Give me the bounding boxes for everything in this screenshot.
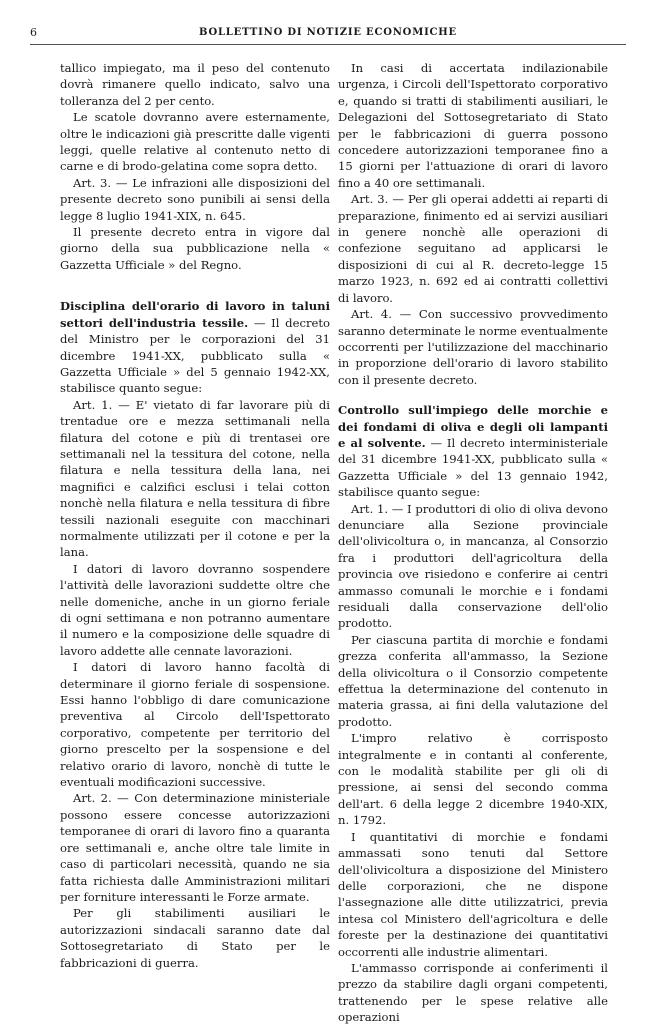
page-header [30,26,626,45]
section-spacer [60,273,330,298]
section-title: Controllo sull'impiego delle morchie e dei fondami di oliva e degli oli lampanti e al solvente. [338,403,608,450]
section-intro: — Il decreto del Ministro per le corporazioni del 31 dicembre 1941-XX, pubblicato sulla « Gazzetta Ufficiale » del 5 gennaio 1942-XX, stabilisce quanto segue: [60,315,330,396]
paragraph: Art. 1. — I produttori di olio di oliva devono denunciare alla Sezione provinciale dell'olivicoltura o, in mancanza, al Consorzio fra i produttori dell'agricoltura della provincia ove risiedono e conferire ai centri ammasso comunali le morchie e i fondami residuali dalla conservazione dell'olio prodotto. [338,501,608,631]
paragraph: Art. 2. — Con determinazione ministeriale possono essere concesse autorizzazioni temporanee di orari di lavoro fino a quaranta ore settimanali e, anche oltre tale limite in caso di particolari necessità, quando ne sia fatta richiesta dalle Amministrazioni militari per forniture interessanti le Forze armate. [60,791,330,904]
paragraph: Art. 3. — Le infrazioni alle disposizioni del presente decreto sono punibili ai sensi della legge 8 luglio 1941-XIX, n. 645. [60,175,330,223]
section-morchie [338,402,608,500]
paragraph: In casi di accertata indilazionabile urgenza, i Circoli dell'Ispettorato corporativo e, quando si tratti di stabilimenti ausiliari, le Delegazioni del Sottosegretariato di Stato per le fabbricazioni di guerra possono concedere autorizzazioni temporanee fino a 15 giorni per l'attuazione di orari di lavoro fino a 40 ore settimanali. [338,61,608,190]
paragraph: I quantitativi di morchie e fondami ammassati sono tenuti dal Settore dell'olivicoltura a disposizione del Ministero delle corporazioni, che ne dispone l'assegnazione alle ditte utilizzatrici, previa intesa col Ministero dell'agricoltura e delle foreste per la destinazione dei quantitativi occorrenti alle industrie alimentari. [338,829,608,959]
paragraph: Per ciascuna partita di morchie e fondami grezza conferita all'ammasso, la Sezione della olivicoltura o il Consorzio competente effettua la determinazione del contenuto in materia grassa, ai fini della valutazione del prodotto. [338,632,608,729]
section-intro: — Il decreto interministeriale del 31 dicembre 1941-XX, pubblicato sulla « Gazzetta Ufficiale » del 13 gennaio 1942, stabilisce quanto segue: [338,435,608,500]
paragraph: Le scatole dovranno avere esternamente, oltre le indicazioni già prescritte dalle vigenti leggi, quelle relative al contenuto netto di carne e di brodo-gelatina come sopra detto. [60,110,330,174]
paragraph: I datori di lavoro hanno facoltà di determinare il giorno feriale di sospensione. Essi hanno l'obbligo di dare comunicazione preventiva al Circolo dell'Ispettorato corporativo, competente per territorio del giorno prescelto per la sospensione e del relativo orario di lavoro, nonchè di tutte le eventuali modificazioni successive. [60,660,330,790]
paragraph: Il presente decreto entra in vigore dal giorno della sua pubblicazione nella « Gazzetta Ufficiale » del Regno. [60,225,330,272]
paragraph: L'impro relativo è corrisposto integralmente e in contanti al conferente, con le modalità stabilite per gli oli di pressione, ai sensi del secondo comma dell'art. 6 della legge 2 dicembre 1940-XIX, n. 1792. [338,731,608,828]
section-textile [60,298,330,396]
running-title: BOLLETTINO DI NOTIZIE ECONOMICHE [199,27,457,38]
section-title: Disciplina dell'orario di lavoro in taluni settori dell'industria tessile. [60,299,330,330]
paragraph: Art. 4. — Con successivo provvedimento saranno determinate le norme eventualmente occorrenti per l'utilizzazione del macchinario in proporzione dell'orario di lavoro stabilito con il presente decreto. [338,307,608,387]
page-number: 6 [30,26,37,39]
paragraph: Art. 1. — E' vietato di far lavorare più di trentadue ore e mezza settimanali nella filatura del cotone e più di trentasei ore settimanali nel la tessitura del cotone, nella filatura e nella tessitura della lana, nei magnifici e calzifici esclusi i telai cotton nonchè nella filatura e nella tessitura di fibre tessili nazionali eseguite con macchinari normalmente utilizzati per il cotone e per la lana. [60,397,330,560]
paragraph: Art. 3. — Per gli operai addetti ai reparti di preparazione, finimento ed ai servizi ausiliari in genere nonchè alle operazioni di confezione seguitano ad applicarsi le disposizioni di cui al R. decreto-legge 15 marzo 1923, n. 692 ed ai contratti collettivi di lavoro. [338,192,608,305]
paragraph: I datori di lavoro dovranno sospendere l'attività delle lavorazioni suddette oltre che nelle domeniche, anche in un giorno feriale di ogni settimana e non potranno aumentare il numero e la composizione delle squadre di lavoro addette alle cennate lavorazioni. [60,561,330,658]
right-column [338,60,608,1026]
paragraph: tallico impiegato, ma il peso del contenuto dovrà rimanere quello indicato, salvo una tolleranza del 2 per cento. [60,61,330,108]
paragraph: L'ammasso corrisponde ai conferimenti il prezzo da stabilire dagli organi competenti, trattenendo per le spese relative alle operazioni [338,960,608,1025]
left-column [60,60,330,971]
section-spacer [338,388,608,402]
paragraph: Per gli stabilimenti ausiliari le autorizzazioni sindacali saranno date dal Sottosegretariato di Stato per le fabbricazioni di guerra. [60,906,330,970]
